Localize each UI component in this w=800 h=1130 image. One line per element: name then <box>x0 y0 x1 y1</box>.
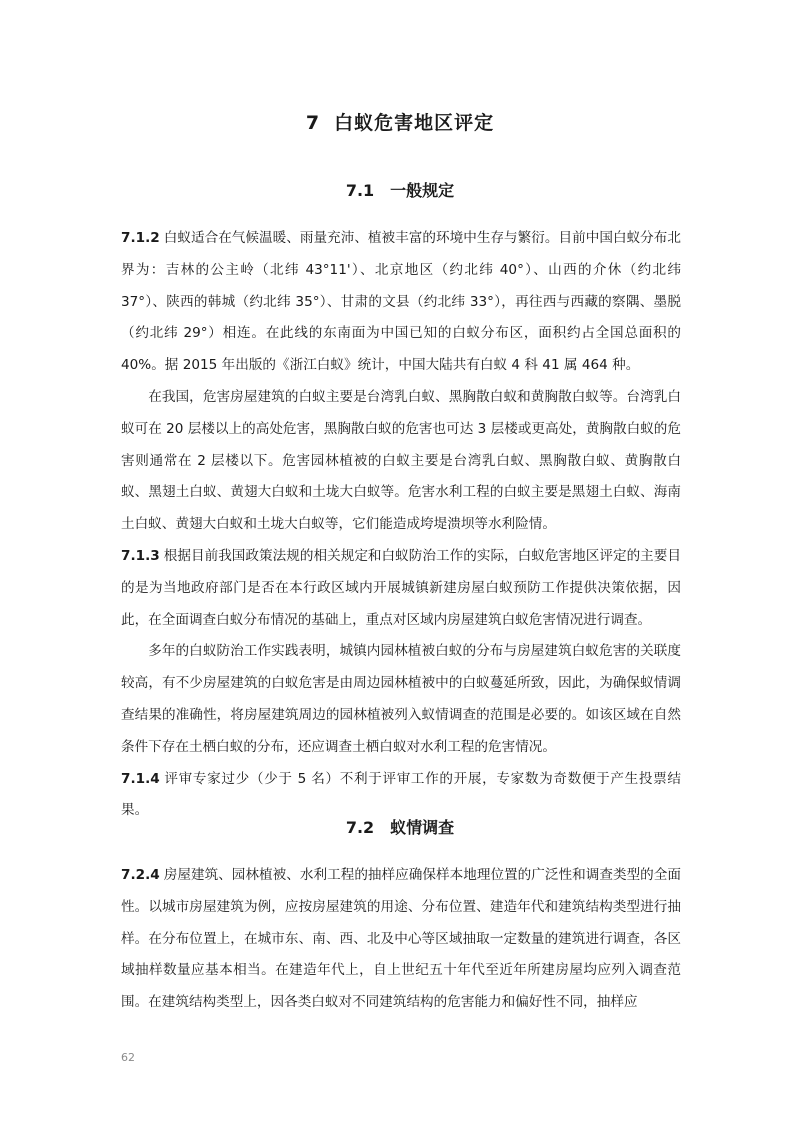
clause-number: 7.2.4 <box>121 867 160 883</box>
body-paragraph <box>121 636 681 763</box>
paragraph-text: 评审专家过少（少于 5 名）不利于评审工作的开展，专家数为奇数便于产生投票结果。 <box>121 770 681 819</box>
section-number: 7.1 <box>345 181 375 200</box>
clause-paragraph <box>121 223 681 382</box>
paragraph-text: 房屋建筑、园林植被、水利工程的抽样应确保样本地理位置的广泛性和调查类型的全面性。以城市房屋建筑为例，应按房屋建筑的用途、分布位置、建造年代和建筑结构类型进行抽样。在分布位置上，在城市东、南、西、北及中心等区域抽取一定数量的建筑进行调查，各区域抽样数量应基本相当。在建造年代上，自上世纪五十年代至近年所建房屋均应列入调查范围。在建筑结构类型上，因各类白蚁对不同建筑结构的危害能力和偏好性不同，抽样应 <box>121 867 681 1011</box>
clause-number: 7.1.2 <box>121 230 160 246</box>
section-7-2-body <box>121 860 681 1019</box>
clause-number: 7.1.3 <box>121 547 160 564</box>
section-title-7-1 <box>0 178 800 201</box>
paragraph-text: 白蚁适合在气候温暖、雨量充沛、植被丰富的环境中生存与繁衍。目前中国白蚁分布北界为：吉林的公主岭（北纬 43°11'）、北京地区（约北纬 40°）、山西的介休（约北纬 37°）、陕西的韩城（约北纬 35°）、甘肃的文县（约北纬 33°），再往西与西藏的察隅、墨脱（约北纬 29°）相连。在此线的东南面为中国已知的白蚁分布区，面积约占全国总面积的 40%。据 2015 年出版的《浙江白蚁》统计，中国大陆共有白蚁 4 科 41 属 464 种。 <box>121 230 681 374</box>
page-number: 62 <box>121 1051 135 1064</box>
clause-number: 7.1.4 <box>121 770 160 787</box>
chapter-title <box>0 108 800 135</box>
section-number: 7.2 <box>345 818 375 837</box>
paragraph-text: 多年的白蚁防治工作实践表明，城镇内园林植被白蚁的分布与房屋建筑白蚁危害的关联度较高，有不少房屋建筑的白蚁危害是由周边园林植被中的白蚁蔓延所致，因此，为确保蚁情调查结果的准确性，将房屋建筑周边的园林植被列入蚁情调查的范围是必要的。如该区域在自然条件下存在土栖白蚁的分布，还应调查土栖白蚁对水利工程的危害情况。 <box>121 643 681 755</box>
clause-paragraph <box>121 541 681 636</box>
chapter-title-text: 白蚁危害地区评定 <box>334 112 495 134</box>
chapter-number: 7 <box>305 112 321 134</box>
body-paragraph <box>121 382 681 541</box>
paragraph-text: 根据目前我国政策法规的相关规定和白蚁防治工作的实际，白蚁危害地区评定的主要目的是为当地政府部门是否在本行政区域内开展城镇新建房屋白蚁预防工作提供决策依据，因此，在全面调查白蚁分布情况的基础上，重点对区域内房屋建筑白蚁危害情况进行调查。 <box>121 547 681 628</box>
section-7-1-body <box>121 223 681 827</box>
section-title-text: 一般规定 <box>390 181 455 200</box>
section-title-7-2 <box>0 815 800 838</box>
section-title-text: 蚁情调查 <box>390 818 455 837</box>
paragraph-text: 在我国，危害房屋建筑的白蚁主要是台湾乳白蚁、黑胸散白蚁和黄胸散白蚁等。台湾乳白蚁可在 20 层楼以上的高处危害，黑胸散白蚁的危害也可达 3 层楼或更高处，黄胸散白蚁的危害则通常在 2 层楼以下。危害园林植被的白蚁主要是台湾乳白蚁、黑胸散白蚁、黄胸散白蚁、黑翅土白蚁、黄翅大白蚁和土垅大白蚁等。危害水利工程的白蚁主要是黑翅土白蚁、海南土白蚁、黄翅大白蚁和土垅大白蚁等，它们能造成垮堤溃坝等水利险情。 <box>121 388 681 533</box>
clause-paragraph <box>121 860 681 1019</box>
